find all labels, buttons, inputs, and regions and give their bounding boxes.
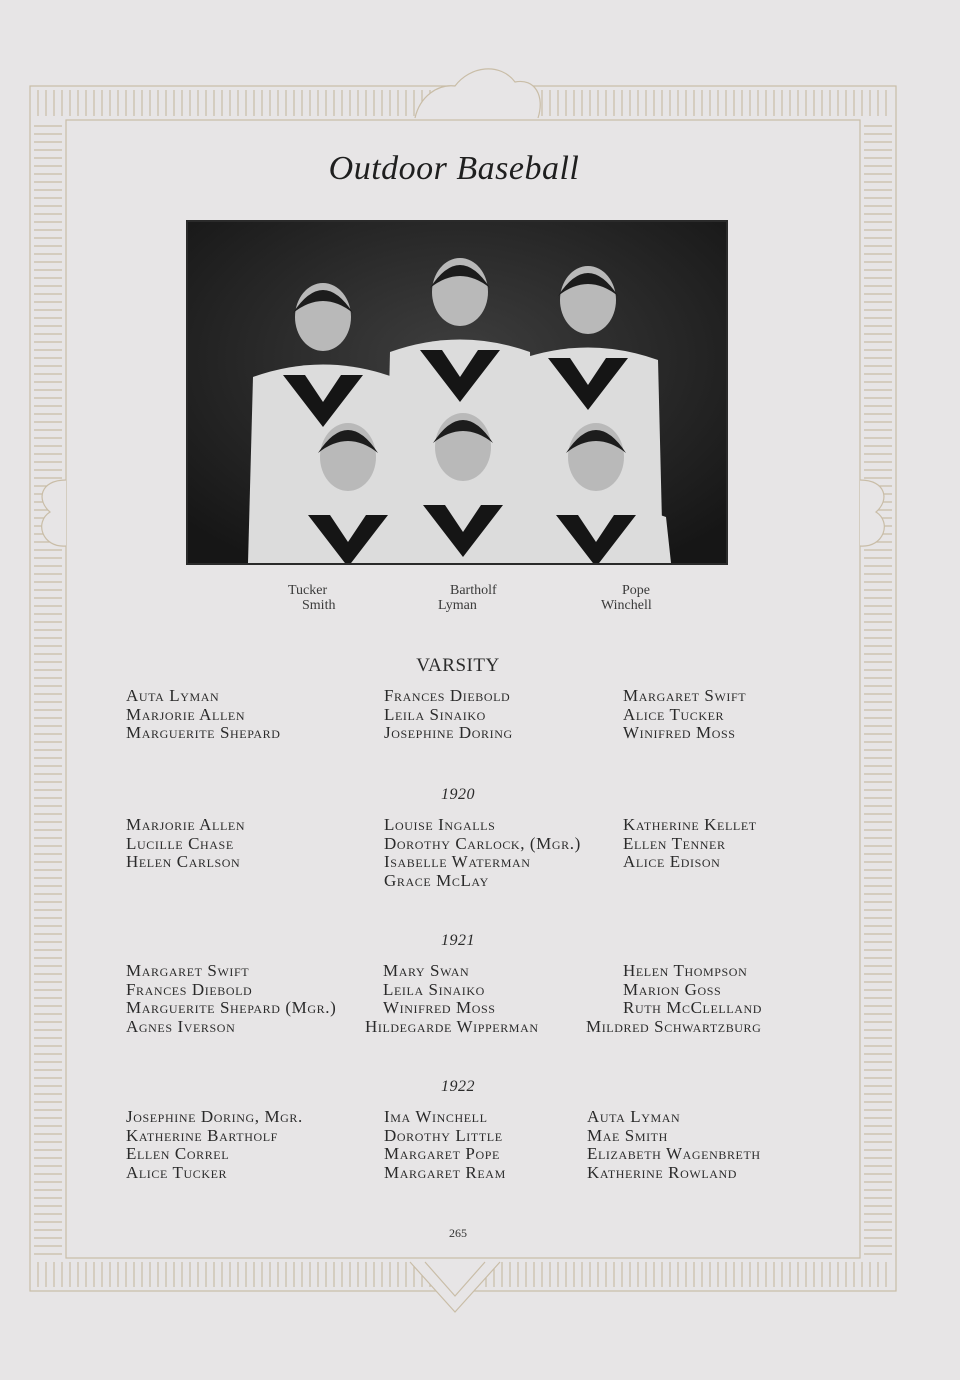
roster-name: Dorothy Carlock, (Mgr.)	[384, 833, 581, 853]
roster-name: Katherine Bartholf	[126, 1125, 278, 1145]
section-heading-1921: 1921	[441, 932, 475, 949]
caption-left-top: Tucker	[288, 583, 328, 598]
border-ornament	[860, 480, 884, 546]
roster-name: Winifred Moss	[623, 723, 736, 742]
roster-column	[126, 962, 336, 1036]
roster-name: Josephine Doring, Mgr.	[126, 1107, 303, 1126]
roster-name: Katherine Kellet	[623, 815, 757, 834]
roster-name: Ruth McClelland	[623, 998, 763, 1017]
section-heading-varsity: VARSITY	[416, 655, 500, 676]
roster-name: Ellen Correl	[126, 1144, 230, 1163]
roster-name: Marion Goss	[623, 979, 722, 999]
roster-column	[126, 1108, 303, 1182]
roster-name: Auta Lyman	[587, 1107, 681, 1126]
roster-name: Marguerite Shepard	[126, 723, 281, 742]
roster-name: Elizabeth Wagenbreth	[587, 1144, 761, 1163]
team-photo-image	[188, 222, 726, 563]
roster-name: Ellen Tenner	[623, 833, 726, 853]
roster-name: Josephine Doring	[384, 723, 513, 742]
roster-name: Margaret Swift	[126, 961, 250, 980]
roster-column	[384, 687, 513, 743]
roster-name: Mary Swan	[383, 961, 470, 980]
team-photo	[186, 220, 728, 565]
roster-name: Lucille Chase	[126, 833, 234, 853]
roster-name: Grace McLay	[384, 870, 489, 890]
roster-name: Helen Thompson	[623, 961, 748, 980]
roster-name: Mae Smith	[587, 1125, 668, 1145]
roster-name: Agnes Iverson	[126, 1016, 236, 1036]
roster-column	[587, 1108, 761, 1182]
roster-column	[384, 816, 581, 890]
roster-name: Leila Sinaiko	[383, 979, 485, 999]
roster-name: Katherine Rowland	[587, 1162, 738, 1182]
roster-column	[623, 687, 746, 743]
caption-right	[601, 583, 652, 613]
caption-center-bottom: Lyman	[438, 598, 477, 613]
roster-column	[365, 961, 539, 1036]
roster-name: Marjorie Allen	[126, 815, 246, 834]
roster-name: Dorothy Little	[384, 1125, 503, 1145]
roster-name: Margaret Pope	[384, 1144, 500, 1163]
caption-left-bottom: Smith	[302, 598, 336, 613]
roster-column	[384, 1108, 506, 1182]
caption-center	[438, 583, 497, 613]
page-title: Outdoor Baseball	[328, 150, 580, 187]
roster-name: Margaret Ream	[384, 1162, 506, 1182]
roster-name: Louise Ingalls	[384, 815, 496, 834]
roster-name: Frances Diebold	[126, 979, 253, 999]
roster-name: Alice Tucker	[623, 704, 725, 724]
roster-name: Margaret Swift	[623, 686, 747, 705]
roster-name: Alice Edison	[623, 852, 721, 871]
caption-right-bottom: Winchell	[601, 598, 652, 613]
caption-right-top: Pope	[622, 583, 650, 598]
roster-name: Helen Carlson	[126, 852, 241, 871]
border-ornament	[415, 69, 540, 118]
roster-name: Frances Diebold	[384, 686, 511, 705]
roster-column	[586, 961, 763, 1036]
section-heading-1920: 1920	[441, 786, 475, 803]
roster-name: Leila Sinaiko	[384, 704, 486, 724]
caption-center-top: Bartholf	[450, 583, 497, 598]
roster-column	[126, 687, 281, 743]
roster-column	[126, 816, 245, 872]
roster-name: Mildred Schwartzburg	[586, 1016, 762, 1036]
roster-name: Marjorie Allen	[126, 704, 246, 724]
caption-left	[288, 583, 335, 613]
roster-column	[623, 816, 757, 872]
section-heading-1922: 1922	[441, 1078, 475, 1095]
roster-name: Auta Lyman	[126, 686, 220, 705]
border-ornament	[42, 480, 66, 546]
roster-name: Hildegarde Wipperman	[365, 1016, 539, 1036]
roster-name: Ima Winchell	[384, 1107, 488, 1126]
roster-name: Marguerite Shepard (Mgr.)	[126, 998, 337, 1017]
roster-name: Winifred Moss	[383, 998, 496, 1017]
page-number: 265	[449, 1226, 467, 1240]
roster-name: Isabelle Waterman	[384, 852, 531, 871]
roster-name: Alice Tucker	[126, 1162, 228, 1182]
